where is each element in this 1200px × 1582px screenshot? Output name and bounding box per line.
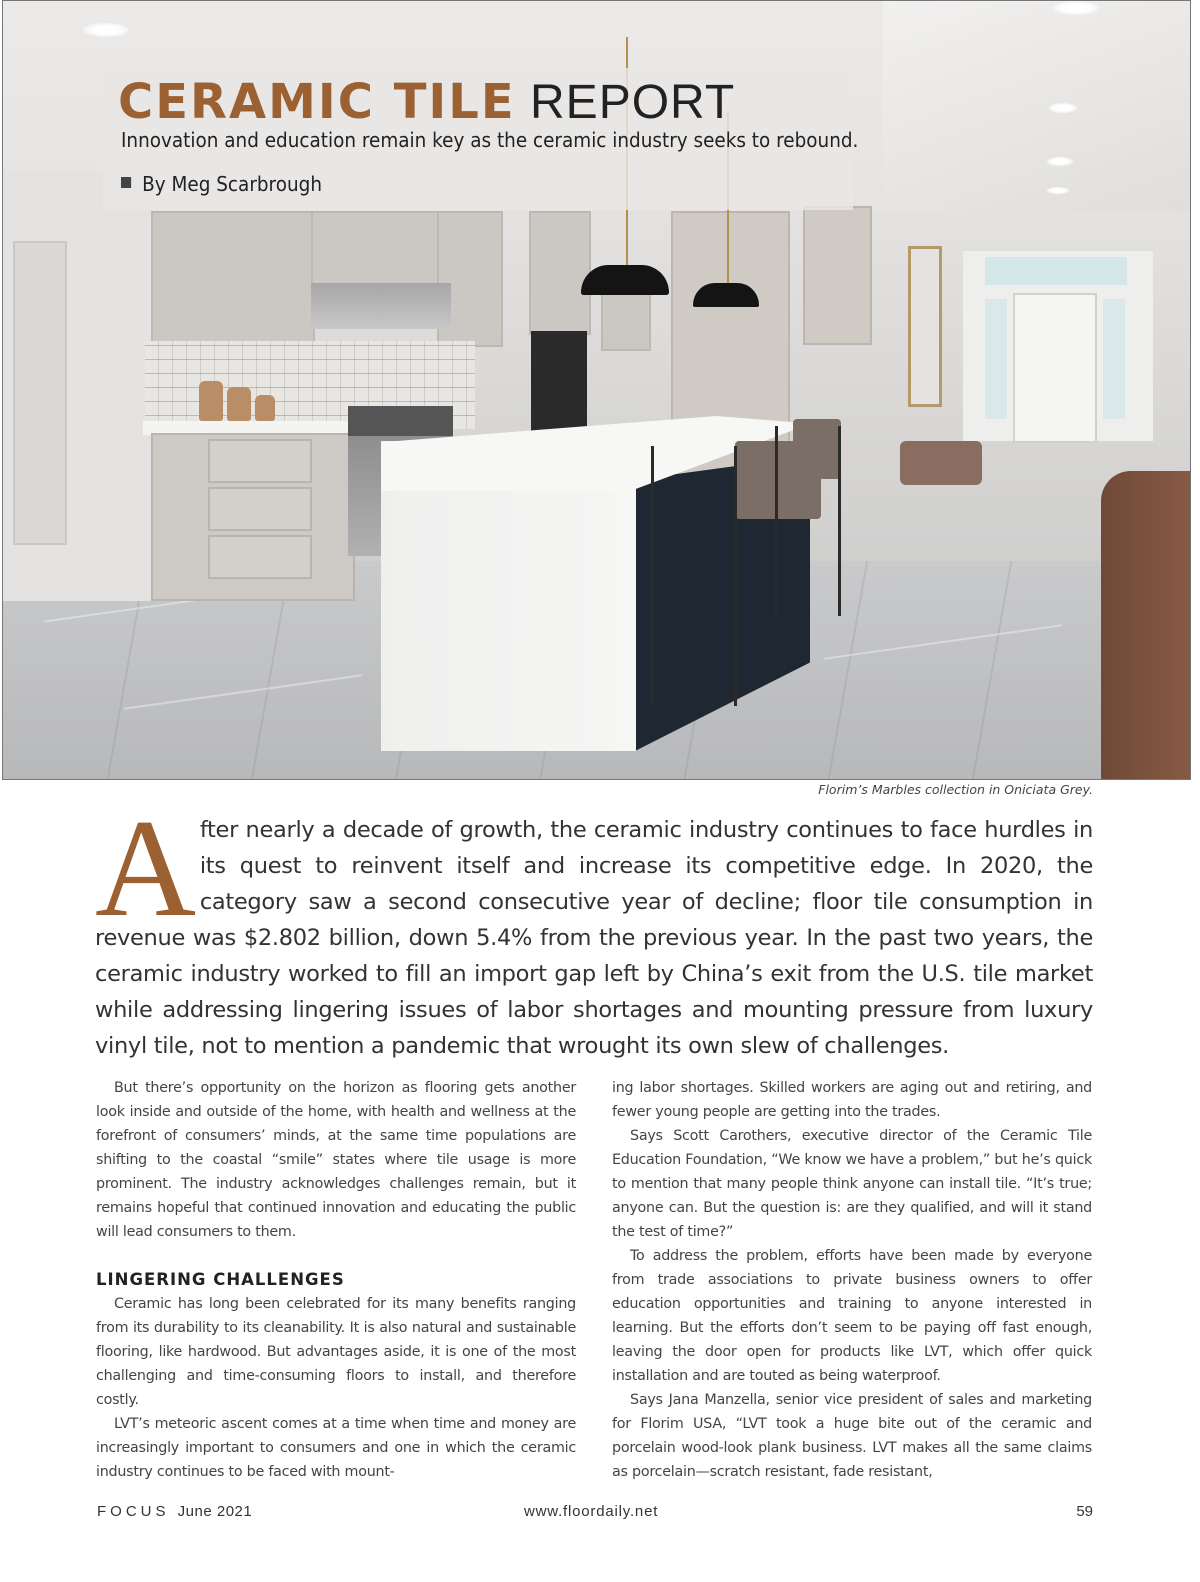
column-left <box>96 1076 576 1484</box>
pendant-lamp <box>693 283 759 307</box>
photo-caption: Florim’s Marbles collection in Oniciata Grey. <box>818 782 1093 797</box>
brown-sofa <box>1101 471 1191 780</box>
wall-oven <box>531 331 587 431</box>
pantry-cabinet <box>803 206 872 345</box>
upholstered-bench <box>900 441 982 485</box>
canister <box>227 387 251 421</box>
upper-cabinet <box>529 211 591 335</box>
front-door <box>1013 293 1097 443</box>
title-light: REPORT <box>530 76 736 129</box>
upper-cabinet <box>311 211 441 289</box>
recessed-light <box>1049 103 1077 113</box>
footer-issue <box>97 1503 252 1520</box>
body-paragraph: Says Jana Manzella, senior vice president of sales and marketing for Florim USA, “LVT took a huge bite out of the ceramic and porcelain wood-look plank business. LVT makes all the same claims as porcelain—scratch resistant, fade resistant, <box>612 1392 1092 1480</box>
canister <box>255 395 275 421</box>
recessed-light <box>1047 157 1073 166</box>
column-right <box>612 1076 1092 1484</box>
transom-window <box>985 257 1127 285</box>
body-paragraph: To address the problem, efforts have been made by everyone from trade associations to private business owners to offer education opportunities and training to anyone interested in learning. But the efforts don’t seem to be paying off fast enough, leaving the door open for products like LVT, which offer quick installation and are touted as being waterproof. <box>612 1248 1092 1384</box>
upper-cabinet <box>601 291 651 351</box>
pendant-lamp <box>581 265 669 295</box>
cabinet-drawer <box>208 439 312 483</box>
body-paragraph: ing labor shortages. Skilled workers are aging out and retiring, and fewer young people are getting into the trades. <box>612 1080 1092 1120</box>
body-paragraph: Ceramic has long been celebrated for its many benefits ranging from its durability to its cleanability. It is also natural and sustainable flooring, like hardwood. But advantages aside, it is one of the most challenging and time-consuming floors to install, and therefore costly. <box>96 1296 576 1408</box>
sidelight-window <box>1103 299 1125 419</box>
photo-left-door <box>13 241 67 545</box>
title-bold: CERAMIC TILE <box>118 74 516 130</box>
recessed-light <box>1053 1 1099 15</box>
lead-paragraph <box>95 791 1093 1064</box>
cabinet-drawer <box>208 487 312 531</box>
lead-text: fter nearly a decade of growth, the ceramic industry continues to face hurdles in its quest to reinvent itself and increase its competitive edge. In 2020, the category saw a second consecutive year of decline; floor tile consumption in revenue was $2.802 billion, down 5.4% from the previous year. In the past two years, the ceramic industry worked to fill an import gap left by China’s exit from the U.S. tile market while addressing lingering issues of labor shortages and mounting pressure from luxury vinyl tile, not to mention a pandemic that wrought its own slew of challenges. <box>95 817 1093 1059</box>
upper-cabinet <box>151 211 315 347</box>
range-hood <box>311 283 451 329</box>
bar-stool <box>651 446 737 706</box>
sidelight-window <box>985 299 1007 419</box>
subtitle: Innovation and education remain key as the ceramic industry seeks to rebound. <box>121 128 859 152</box>
square-bullet-icon <box>121 177 131 188</box>
body-paragraph: LVT’s meteoric ascent comes at a time when time and money are increasingly important to consumers and one in which the ceramic industry continues to be faced with mount- <box>96 1416 576 1480</box>
recessed-light <box>1047 187 1069 194</box>
page-title <box>118 72 735 133</box>
magazine-name: FOCUS <box>97 1503 170 1520</box>
cabinet-drawer <box>208 535 312 579</box>
byline-text: By Meg Scarbrough <box>142 172 322 196</box>
bar-stool <box>775 426 841 616</box>
body-paragraph: But there’s opportunity on the horizon as flooring gets another look inside and outside of the home, with health and wellness at the forefront of consumers’ minds, at the same time populations are shifting to the coastal “smile” states where tile usage is more prominent. The industry acknowledges challenges remain, but it remains hopeful that continued innovation and educating the public will lead consumers to them. <box>96 1080 576 1240</box>
drop-cap: A <box>95 791 196 946</box>
footer-website[interactable]: www.floordaily.net <box>524 1503 659 1520</box>
photo-ceiling-right <box>883 1 1191 211</box>
issue-date: June 2021 <box>177 1503 253 1520</box>
body-paragraph: Says Scott Carothers, executive director of the Ceramic Tile Education Foundation, “We know we have a problem,” but he’s quick to mention that many people think anyone can install tile. “It’s true; anyone can. But the question is: are they qualified, and will it stand the test of time?” <box>612 1128 1092 1240</box>
section-heading: LINGERING CHALLENGES <box>96 1270 345 1289</box>
wall-mirror <box>908 246 942 407</box>
canister <box>199 381 223 421</box>
byline <box>121 172 322 196</box>
recessed-light <box>83 23 129 37</box>
page-number: 59 <box>1076 1503 1093 1520</box>
